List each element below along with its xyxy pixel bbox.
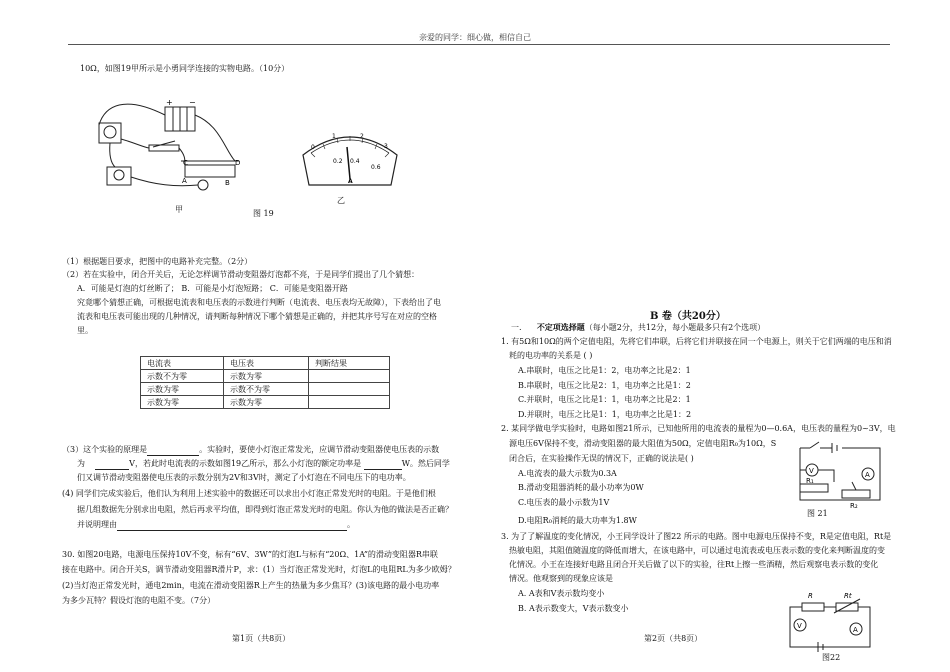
b-q3-line2: 热敏电阻，其阻值随温度的降低而增大，在该电路中，可以通过电流表或电压表示数的变化来判断温度的变 [509, 546, 885, 555]
rheostat-r2-icon [842, 490, 870, 498]
terminal-a: A [182, 177, 187, 185]
q2-line2: A．可能是灯泡的灯丝断了； B．可能是小灯泡短路； C．可能是变阻器开路 [77, 284, 348, 293]
b-q1-option-c[interactable]: C.并联时，电压之比是1：1，电功率之比是2：1 [518, 395, 691, 404]
q1-text: （1）根据题目要求，把图中的电路补充完整。（2分） [62, 257, 253, 266]
dial-tick-0: 0 [311, 144, 315, 151]
resistor-r1-icon [800, 484, 828, 492]
q3-line3: 们又调节滑动变阻器使电压表的示数分别为2V和3V时，测定了小灯泡在不同电压下的电功率。 [77, 473, 411, 482]
table-cell: 示数为零 [141, 383, 224, 396]
terminal-b: B [225, 179, 230, 187]
figure-21-caption: 图 21 [807, 509, 828, 518]
b-q2-line1: 2. 某同学做电学实验时，电路如图21所示，已知他所用的电流表的量程为0—0.6A，电压表的量程为0~3V，电 [501, 424, 896, 433]
table-answer-cell[interactable] [309, 396, 390, 409]
section-b-title: B 卷（共20分） [650, 311, 726, 322]
dial-unit: A [348, 178, 353, 185]
q30-line2: 接在电路中。闭合开关S，调节滑动变阻器R滑片P，求：(1）当灯泡正常发光时，灯泡L的电阻RL为多少欧姆？ [62, 565, 456, 574]
b-q3-option-a[interactable]: A. A表和V表示数均变小 [518, 589, 605, 598]
figure-19-label-jia: 甲 [175, 205, 183, 214]
table-cell: 示数不为零 [224, 383, 309, 396]
q3-answer-blank-power[interactable] [364, 458, 402, 470]
q2-line4: 流表和电压表可能出现的几种情况，请判断每种情况下哪个猜想是正确的，并把其序号写在对应的空格 [77, 312, 437, 321]
section-one-number: 一. [511, 323, 522, 332]
q4-line3 [77, 519, 355, 531]
dial-tick-1: 1 [332, 133, 336, 140]
q3-line1-end: 。实验时，要使小灯泡正常发光，应调节滑动变阻器使电压表的示数 [199, 445, 440, 454]
terminal-c: C [183, 159, 188, 167]
q4-line1: (4) 同学们完成实验后，他们认为利用上述实验中的数据还可以求出小灯泡正常发光时的电阻。于是他们根 [62, 489, 436, 498]
table-answer-cell[interactable] [309, 370, 390, 383]
section-one-title: 不定项选择题 [536, 322, 585, 332]
table-cell: 示数为零 [224, 396, 309, 409]
b-q3-line4: 情况。他观察到的现象应该是 [509, 574, 613, 583]
q3-line2-end: W。然后同学 [401, 459, 450, 468]
header-rule [68, 44, 890, 45]
q3-answer-blank-principle[interactable] [147, 444, 199, 456]
fig22-r-label: R [808, 592, 813, 600]
q2-line1: （2）若在实验中，闭合开关后，无论怎样调节滑动变阻器灯泡都不亮，于是同学们提出了几个猜想： [62, 270, 420, 279]
q30-line1: 30. 如图20电路，电源电压保持10V不变，标有“6V、3W”的灯泡L与标有“20Ω、1A”的滑动变阻器R串联 [62, 550, 438, 559]
dial-sub-02: 0.2 [333, 158, 343, 165]
lamp-icon [198, 180, 208, 190]
left-page-footer: 第1页（共8页） [232, 634, 291, 643]
q3-line2-start: 为 [77, 459, 85, 468]
table-header: 电流表 [141, 357, 224, 370]
q3-line1-start: （3）这个实验的原理是 [62, 445, 148, 454]
figure-19-circuit [85, 95, 250, 205]
table-cell: 示数为零 [141, 396, 224, 409]
dial-tick-2: 2 [360, 133, 364, 140]
b-q3-line3: 化情况。小王在连接好电路且闭合开关后做了以下的实验，往Rt上擦一些酒精，然后观察电表示数的变化 [509, 560, 879, 569]
fig21-a-label: A [865, 471, 870, 479]
figure-21-circuit [770, 440, 890, 510]
q3-answer-blank-voltage[interactable] [95, 458, 129, 470]
dial-sub-06: 0.6 [371, 164, 381, 171]
figure-19-label-yi: 乙 [337, 196, 345, 205]
table-cell: 示数为零 [224, 370, 309, 383]
fig22-v-label: V [797, 622, 802, 630]
fig21-r2-label: R₂ [850, 502, 858, 510]
header-motto: 亲爱的同学：细心做，相信自己 [419, 33, 531, 42]
q30-line4: 为多少瓦特？假设灯泡的电阻不变。（7分） [62, 596, 216, 605]
b-q2-option-b[interactable]: B.滑动变阻器消耗的最小功率为0W [518, 483, 644, 492]
q2-line3: 究竟哪个猜想正确，可根据电流表和电压表的示数进行判断（电流表、电压表均无故障），下表给出了电 [77, 298, 441, 307]
switch-icon [810, 442, 819, 448]
q3-line1 [62, 444, 439, 456]
fig21-v-label: V [809, 467, 814, 475]
fig22-rt-label: Rt [844, 592, 852, 600]
table-answer-cell[interactable] [309, 383, 390, 396]
table-header: 判断结果 [309, 357, 390, 370]
answer-table [140, 356, 390, 409]
q3-line2-mid: V，若此时电流表的示数如图19乙所示，那么小灯泡的额定功率是 [129, 459, 362, 468]
b-q2-option-d[interactable]: D.电阻R₀消耗的最大功率为1.8W [518, 516, 637, 525]
table-header-row [141, 357, 390, 370]
b-q2-option-c[interactable]: C.电压表的最小示数为1V [518, 498, 610, 507]
table-row [141, 383, 390, 396]
b-q2-option-a[interactable]: A.电流表的最大示数为0.3A [518, 469, 617, 478]
dial-tick-3: 3 [384, 143, 388, 150]
battery-minus-sign: − [189, 98, 196, 107]
fig22-a-label: A [853, 626, 858, 634]
b-q3-line1: 3. 为了了解温度的变化情况，小王同学设计了图22 所示的电路。图中电源电压保持不变，R是定值电阻，Rt是 [501, 532, 892, 541]
q4-line3-start: 并说明理由 [77, 520, 117, 529]
b-q1-option-a[interactable]: A.串联时，电压之比是1：2，电功率之比是2：1 [518, 366, 691, 375]
section-one-note: （每小题2分，共12分，每小题最多只有2个选项） [584, 323, 766, 332]
terminal-d: D [235, 159, 241, 167]
b-q1-line2: 耗的电功率的关系是 ( ) [509, 351, 593, 360]
figure-19-ammeter-dial [297, 125, 403, 187]
b-q1-line1: 1. 有5Ω和10Ω的两个定值电阻，先将它们串联，后将它们并联接在同一个电源上，则关于它们两端的电压和消 [501, 337, 892, 346]
q3-line2 [77, 458, 450, 470]
dial-sub-04: 0.4 [350, 158, 360, 165]
q4-line2: 据几组数据先分别求出电阻，然后再求平均值，即得到灯泡正常发光时的电阻。你认为他的做法是否正确？ [77, 505, 453, 514]
figure-19-caption: 图 19 [253, 209, 274, 218]
battery-plus-sign: + [166, 98, 173, 107]
rheostat-icon [185, 165, 235, 177]
q4-line3-end: 。 [347, 520, 355, 529]
figure-22-caption: 图22 [822, 653, 841, 662]
b-q1-option-d[interactable]: D.并联时，电压之比是1：1，电功率之比是1：2 [518, 410, 692, 419]
right-page-footer: 第2页（共8页） [644, 634, 703, 643]
section-one-heading [511, 322, 765, 333]
table-cell: 示数不为零 [141, 370, 224, 383]
q4-answer-blank-reason[interactable] [117, 519, 347, 531]
fig21-r1-label: R₁ [806, 477, 814, 485]
figure-22-circuit [770, 585, 890, 660]
intro-text: 10Ω，如图19甲所示是小勇同学连接的实物电路。（10分） [80, 64, 290, 73]
q30-line3: (2)当灯泡正常发光时，通电2min，电流在滑动变阻器R上产生的热量为多少焦耳？(3)该电路的最小电功率 [62, 581, 440, 590]
resistor-r-icon [802, 603, 824, 611]
b-q1-option-b[interactable]: B.串联时，电压之比是2：1，电功率之比是1：2 [518, 381, 691, 390]
b-q3-option-b[interactable]: B. A表示数变大，V表示数变小 [518, 604, 629, 613]
b-q2-line3: 闭合后，在实验操作无误的情况下，正确的说法是( ) [509, 454, 694, 463]
b-q2-line2: 源电压6V保持不变，滑动变阻器的最大阻值为50Ω，定值电阻R₀为10Ω，S [509, 439, 777, 448]
q2-line5: 里。 [77, 326, 93, 335]
switch-icon [153, 141, 175, 147]
table-header: 电压表 [224, 357, 309, 370]
table-row [141, 396, 390, 409]
table-row [141, 370, 390, 383]
